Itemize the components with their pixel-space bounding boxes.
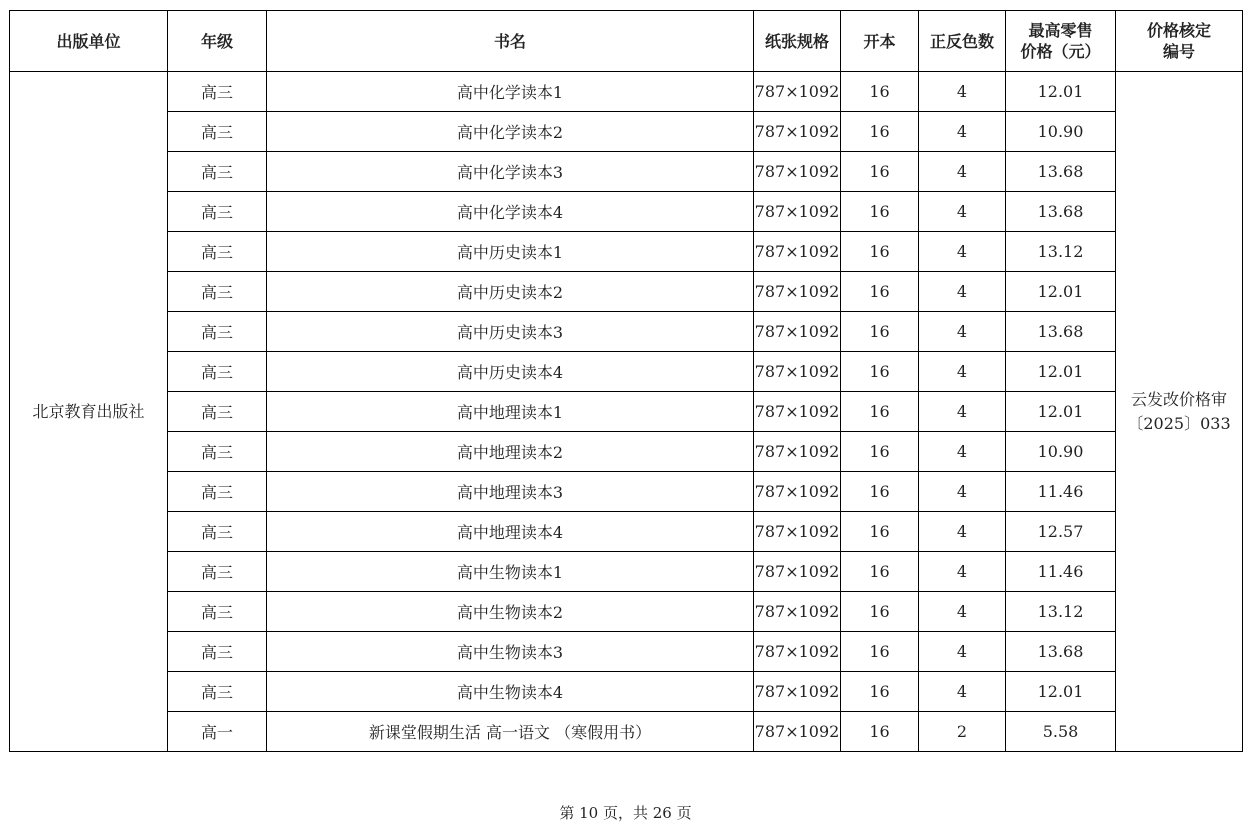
colors-cell: 4 xyxy=(919,192,1006,232)
colors-cell: 4 xyxy=(919,472,1006,512)
grade-cell: 高三 xyxy=(168,112,267,152)
paper-cell: 787×1092 xyxy=(754,272,841,312)
price-cell: 12.01 xyxy=(1006,272,1116,312)
paper-cell: 787×1092 xyxy=(754,712,841,752)
format-cell: 16 xyxy=(841,552,919,592)
paper-cell: 787×1092 xyxy=(754,392,841,432)
title-cell: 高中生物读本1 xyxy=(267,552,754,592)
grade-cell: 高三 xyxy=(168,552,267,592)
title-cell: 高中生物读本3 xyxy=(267,632,754,672)
title-cell: 高中历史读本4 xyxy=(267,352,754,392)
format-cell: 16 xyxy=(841,72,919,112)
title-cell: 高中历史读本2 xyxy=(267,272,754,312)
table-body xyxy=(10,72,1243,752)
price-table xyxy=(9,10,1243,752)
grade-cell: 高三 xyxy=(168,152,267,192)
colors-cell: 4 xyxy=(919,432,1006,472)
header-paper: 纸张规格 xyxy=(754,11,841,72)
title-cell: 高中地理读本3 xyxy=(267,472,754,512)
grade-cell: 高三 xyxy=(168,592,267,632)
paper-cell: 787×1092 xyxy=(754,592,841,632)
colors-cell: 4 xyxy=(919,512,1006,552)
header-price xyxy=(1006,11,1116,72)
paper-cell: 787×1092 xyxy=(754,352,841,392)
price-cell: 13.12 xyxy=(1006,232,1116,272)
approval-cell xyxy=(1116,72,1243,752)
publisher-cell: 北京教育出版社 xyxy=(10,72,168,752)
format-cell: 16 xyxy=(841,672,919,712)
price-cell: 5.58 xyxy=(1006,712,1116,752)
colors-cell: 4 xyxy=(919,72,1006,112)
title-cell: 高中历史读本3 xyxy=(267,312,754,352)
price-cell: 12.01 xyxy=(1006,352,1116,392)
header-format: 开本 xyxy=(841,11,919,72)
title-cell: 高中化学读本4 xyxy=(267,192,754,232)
header-approval-line1: 价格核定 xyxy=(1146,21,1211,40)
grade-cell: 高三 xyxy=(168,472,267,512)
price-cell: 12.01 xyxy=(1006,392,1116,432)
grade-cell: 高三 xyxy=(168,272,267,312)
paper-cell: 787×1092 xyxy=(754,312,841,352)
header-price-line2: 价格（元） xyxy=(1020,42,1101,61)
format-cell: 16 xyxy=(841,112,919,152)
grade-cell: 高三 xyxy=(168,192,267,232)
paper-cell: 787×1092 xyxy=(754,432,841,472)
table-row xyxy=(10,192,1243,232)
header-row xyxy=(10,11,1243,72)
price-cell: 13.12 xyxy=(1006,592,1116,632)
colors-cell: 4 xyxy=(919,232,1006,272)
approval-line1: 云发改价格审 xyxy=(1130,389,1227,409)
paper-cell: 787×1092 xyxy=(754,232,841,272)
colors-cell: 2 xyxy=(919,712,1006,752)
format-cell: 16 xyxy=(841,392,919,432)
colors-cell: 4 xyxy=(919,112,1006,152)
paper-cell: 787×1092 xyxy=(754,112,841,152)
title-cell: 新课堂假期生活 高一语文 （寒假用书） xyxy=(267,712,754,752)
format-cell: 16 xyxy=(841,432,919,472)
title-cell: 高中地理读本4 xyxy=(267,512,754,552)
format-cell: 16 xyxy=(841,352,919,392)
paper-cell: 787×1092 xyxy=(754,72,841,112)
header-grade: 年级 xyxy=(168,11,267,72)
table-row xyxy=(10,512,1243,552)
header-publisher: 出版单位 xyxy=(10,11,168,72)
paper-cell: 787×1092 xyxy=(754,512,841,552)
format-cell: 16 xyxy=(841,312,919,352)
price-cell: 11.46 xyxy=(1006,472,1116,512)
price-cell: 10.90 xyxy=(1006,112,1116,152)
table-row xyxy=(10,312,1243,352)
colors-cell: 4 xyxy=(919,392,1006,432)
table-row xyxy=(10,352,1243,392)
title-cell: 高中地理读本2 xyxy=(267,432,754,472)
format-cell: 16 xyxy=(841,512,919,552)
title-cell: 高中化学读本3 xyxy=(267,152,754,192)
colors-cell: 4 xyxy=(919,352,1006,392)
format-cell: 16 xyxy=(841,232,919,272)
page-footer: 第 10 页，共 26 页 xyxy=(559,804,692,822)
title-cell: 高中历史读本1 xyxy=(267,232,754,272)
format-cell: 16 xyxy=(841,472,919,512)
table-row xyxy=(10,632,1243,672)
header-approval-line2: 编号 xyxy=(1162,42,1195,61)
table-row xyxy=(10,672,1243,712)
table-row xyxy=(10,272,1243,312)
paper-cell: 787×1092 xyxy=(754,152,841,192)
price-cell: 12.57 xyxy=(1006,512,1116,552)
format-cell: 16 xyxy=(841,592,919,632)
grade-cell: 高一 xyxy=(168,712,267,752)
title-cell: 高中化学读本1 xyxy=(267,72,754,112)
title-cell: 高中生物读本4 xyxy=(267,672,754,712)
header-colors: 正反色数 xyxy=(919,11,1006,72)
approval-line2: 〔2025〕033 xyxy=(1127,413,1231,433)
grade-cell: 高三 xyxy=(168,352,267,392)
grade-cell: 高三 xyxy=(168,632,267,672)
grade-cell: 高三 xyxy=(168,512,267,552)
colors-cell: 4 xyxy=(919,272,1006,312)
format-cell: 16 xyxy=(841,712,919,752)
paper-cell: 787×1092 xyxy=(754,552,841,592)
colors-cell: 4 xyxy=(919,152,1006,192)
grade-cell: 高三 xyxy=(168,672,267,712)
price-cell: 13.68 xyxy=(1006,632,1116,672)
format-cell: 16 xyxy=(841,152,919,192)
header-title: 书名 xyxy=(267,11,754,72)
price-cell: 13.68 xyxy=(1006,152,1116,192)
price-cell: 12.01 xyxy=(1006,72,1116,112)
paper-cell: 787×1092 xyxy=(754,472,841,512)
paper-cell: 787×1092 xyxy=(754,192,841,232)
grade-cell: 高三 xyxy=(168,312,267,352)
table-row xyxy=(10,112,1243,152)
table-row xyxy=(10,152,1243,192)
colors-cell: 4 xyxy=(919,312,1006,352)
table-row xyxy=(10,712,1243,752)
table-row xyxy=(10,472,1243,512)
grade-cell: 高三 xyxy=(168,72,267,112)
paper-cell: 787×1092 xyxy=(754,672,841,712)
colors-cell: 4 xyxy=(919,552,1006,592)
format-cell: 16 xyxy=(841,632,919,672)
grade-cell: 高三 xyxy=(168,392,267,432)
colors-cell: 4 xyxy=(919,592,1006,632)
header-price-line1: 最高零售 xyxy=(1028,21,1093,40)
colors-cell: 4 xyxy=(919,632,1006,672)
grade-cell: 高三 xyxy=(168,432,267,472)
colors-cell: 4 xyxy=(919,672,1006,712)
title-cell: 高中地理读本1 xyxy=(267,392,754,432)
price-cell: 13.68 xyxy=(1006,192,1116,232)
price-cell: 11.46 xyxy=(1006,552,1116,592)
price-cell: 10.90 xyxy=(1006,432,1116,472)
paper-cell: 787×1092 xyxy=(754,632,841,672)
format-cell: 16 xyxy=(841,272,919,312)
table-row xyxy=(10,392,1243,432)
format-cell: 16 xyxy=(841,192,919,232)
table-row xyxy=(10,232,1243,272)
table-row xyxy=(10,552,1243,592)
table-row xyxy=(10,432,1243,472)
price-cell: 12.01 xyxy=(1006,672,1116,712)
grade-cell: 高三 xyxy=(168,232,267,272)
price-cell: 13.68 xyxy=(1006,312,1116,352)
title-cell: 高中生物读本2 xyxy=(267,592,754,632)
header-approval xyxy=(1116,11,1243,72)
table-row xyxy=(10,592,1243,632)
table-row xyxy=(10,72,1243,112)
title-cell: 高中化学读本2 xyxy=(267,112,754,152)
